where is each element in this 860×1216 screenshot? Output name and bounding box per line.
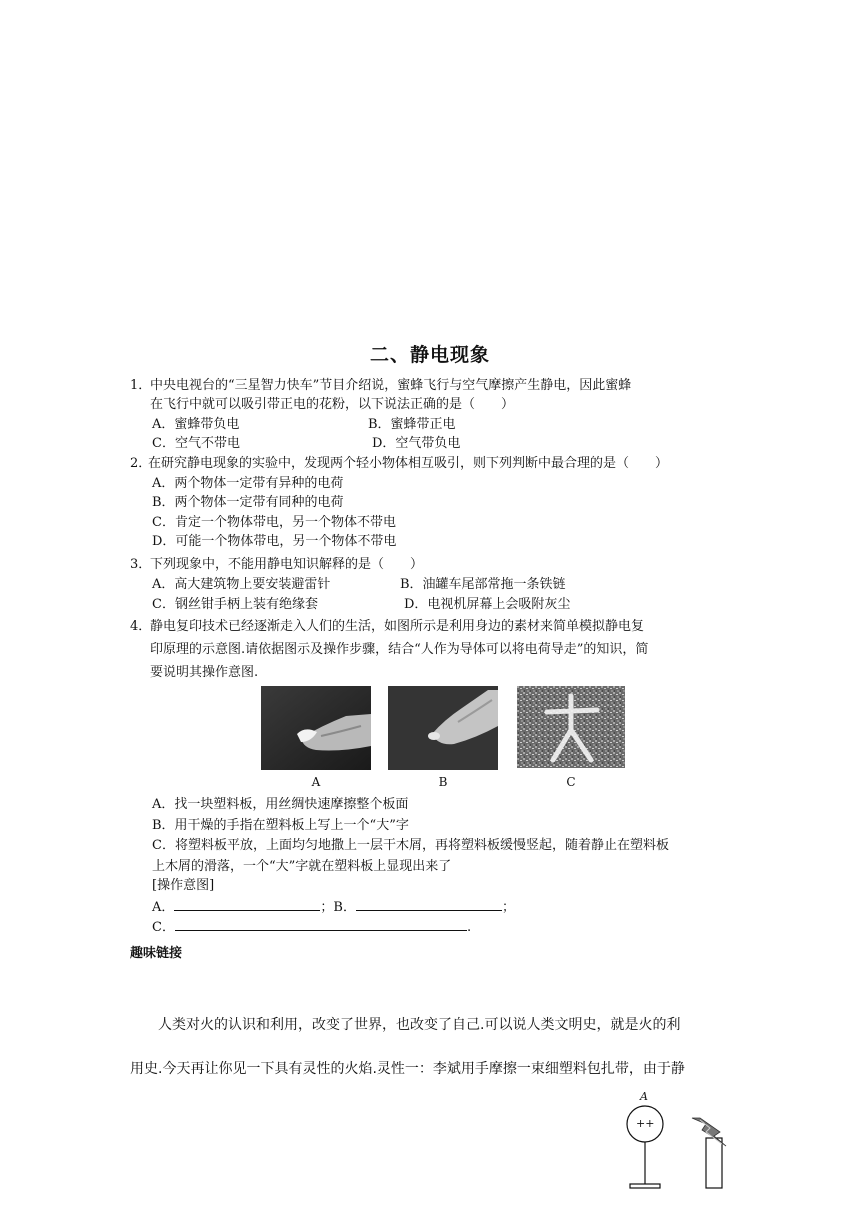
question-number: 1． (130, 378, 152, 393)
electroscope-diagram (610, 1088, 740, 1192)
figure-b-label: B (438, 775, 448, 789)
figure-b-photo (388, 686, 498, 770)
answer-row-ab (152, 897, 515, 917)
diagram-label-a: A (640, 1090, 648, 1103)
answer-c-blank[interactable] (175, 917, 467, 931)
answer-row-c (152, 917, 471, 937)
question-number: 3． (130, 557, 152, 572)
answer-b-blank[interactable] (356, 897, 502, 911)
question-text: 在研究静电现象的实验中，发现两个轻小物体相互吸引，则下列判断中最合理的是（ ） (148, 456, 669, 471)
intent-label: [操作意图] (152, 878, 215, 893)
figure-c-label: C (566, 775, 576, 789)
figure-a-photo (261, 686, 371, 770)
question-text: 下列现象中，不能用静电知识解释的是（ ） (150, 557, 424, 572)
answer-b-label: ；B． (320, 900, 356, 915)
option-a: A．两个物体一定带有异种的电荷 (152, 476, 344, 491)
option-a: A．高大建筑物上要安装避雷针 (152, 577, 331, 592)
fun-paragraph-line: 人类对火的认识和利用，改变了世界，也改变了自己.可以说人类文明史，就是火的利 (158, 1017, 681, 1033)
answer-c-end: . (466, 920, 472, 935)
section-title: 二、静电现象 (369, 344, 490, 366)
option-b: B．蜜蜂带正电 (368, 417, 456, 432)
option-c: C．钢丝钳手柄上装有绝缘套 (152, 597, 318, 612)
option-d: D．可能一个物体带电，另一个物体不带电 (152, 534, 397, 549)
answer-a-label: A． (152, 900, 175, 915)
answer-c-label: C． (152, 920, 175, 935)
charge-label: ++ (636, 1117, 655, 1130)
question-text: 中央电视台的“三星智力快车”节目介绍说，蜜蜂飞行与空气摩擦产生静电，因此蜜蜂 (150, 378, 632, 393)
step-a: A．找一块塑料板，用丝绸快速摩擦整个板面 (152, 797, 409, 812)
answer-end: ； (501, 900, 515, 915)
step-c: C．将塑料板平放，上面均匀地撒上一层干木屑，再将塑料板缓慢竖起，随着静止在塑料板 (152, 838, 669, 853)
answer-a-blank[interactable] (174, 897, 320, 911)
option-b: B．油罐车尾部常拖一条铁链 (400, 577, 566, 592)
option-b: B．两个物体一定带有同种的电荷 (152, 495, 344, 510)
question-text: 在飞行中就可以吸引带正电的花粉，以下说法正确的是（ ） (150, 397, 515, 412)
question-text: 静电复印技术已经逐渐走入人们的生活，如图所示是利用身边的素材来简单模拟静电复 (150, 619, 645, 634)
question-text: 印原理的示意图.请依据图示及操作步骤，结合“人作为导体可以将电荷导走”的知识，简 (150, 642, 649, 657)
question-text: 要说明其操作意图. (150, 665, 259, 680)
option-a: A．蜜蜂带负电 (152, 417, 240, 432)
option-c: C．空气不带电 (152, 436, 240, 451)
step-b: B．用干燥的手指在塑料板上写上一个“大”字 (152, 818, 409, 833)
fun-link-heading: 趣味链接 (130, 946, 183, 961)
step-c-cont: 上木屑的滑落，一个“大”字就在塑料板上显现出来了 (152, 859, 452, 874)
figure-a-label: A (311, 775, 321, 789)
question-number: 2． (130, 456, 152, 471)
figure-c-photo (517, 686, 625, 768)
option-d: D．空气带负电 (372, 436, 461, 451)
option-c: C．肯定一个物体带电，另一个物体不带电 (152, 515, 396, 530)
fun-paragraph-line: 用史.今天再让你见一下具有灵性的火焰.灵性一：李斌用手摩擦一束细塑料包扎带，由于静 (130, 1061, 685, 1077)
option-d: D．电视机屏幕上会吸附灰尘 (404, 597, 571, 612)
question-number: 4． (130, 619, 152, 634)
